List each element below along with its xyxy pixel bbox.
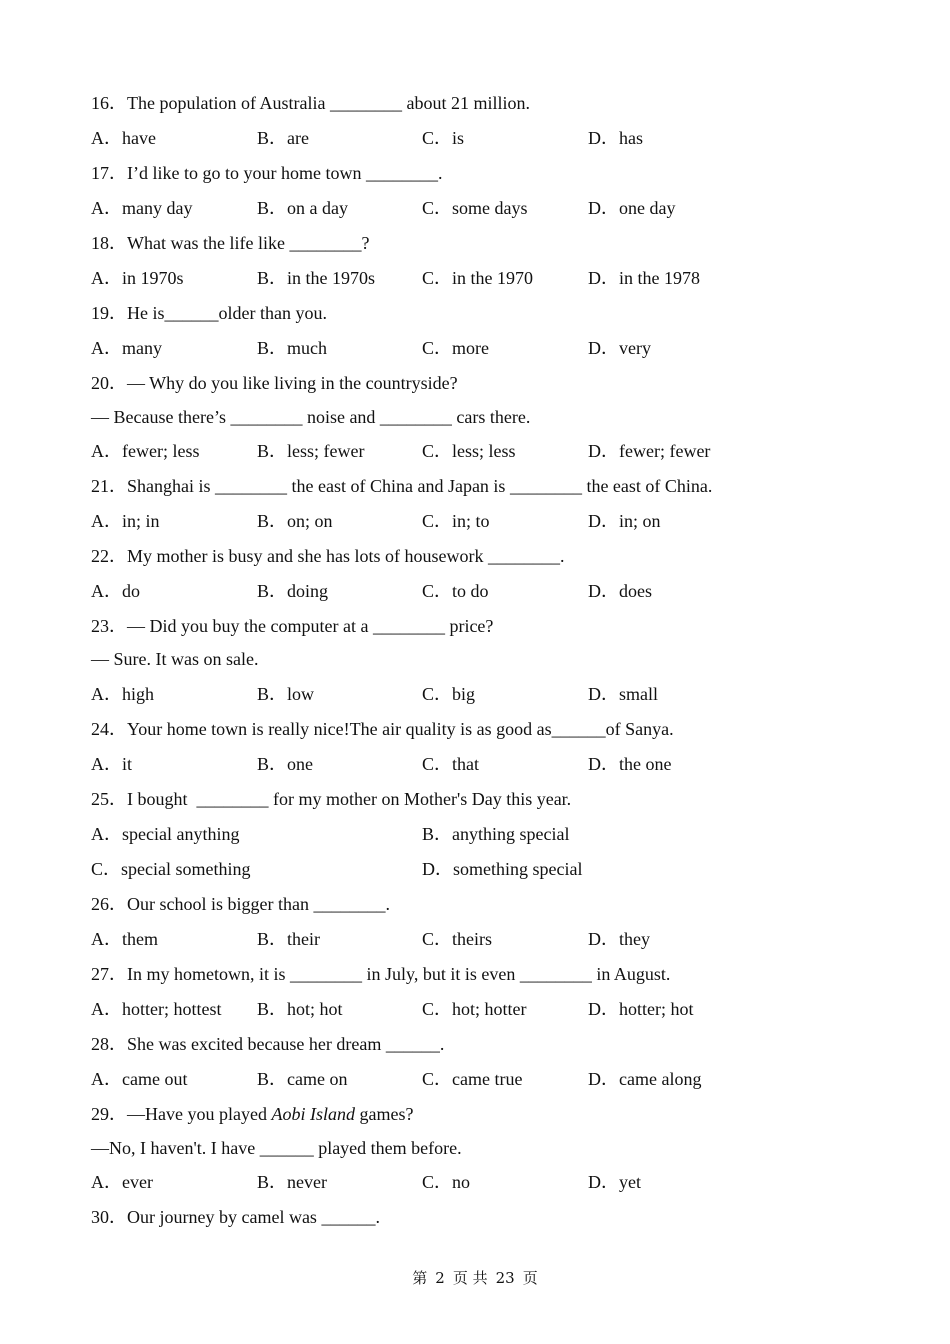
option-b: B．less; fewer xyxy=(257,441,365,461)
option-a: A．ever xyxy=(91,1172,153,1192)
option-d: D．something special xyxy=(422,859,583,879)
option-a: A．fewer; less xyxy=(91,441,200,461)
question-28: 28．She was excited because her dream ______. xyxy=(91,1034,445,1054)
option-d: D．small xyxy=(588,684,658,704)
option-b: B．low xyxy=(257,684,315,704)
option-a: A．many xyxy=(91,338,162,358)
option-a: A．them xyxy=(91,929,158,949)
question-20-reply: — Because there’s ________ noise and ________ cars there. xyxy=(91,407,531,427)
option-d: D．very xyxy=(588,338,651,358)
question-16: 16．The population of Australia ________ about 21 million. xyxy=(91,93,530,113)
question-29-reply: —No, I haven't. I have ______ played them before. xyxy=(91,1138,462,1158)
options-25-row-1 xyxy=(91,823,851,845)
options-17 xyxy=(91,197,851,219)
options-18 xyxy=(91,267,851,289)
options-22 xyxy=(91,580,851,602)
option-c: C．less; less xyxy=(422,441,516,461)
option-c: C．hot; hotter xyxy=(422,999,527,1019)
option-b: B．in the 1970s xyxy=(257,268,376,288)
page-number: 2 xyxy=(435,1269,445,1287)
option-c: C．in the 1970 xyxy=(422,268,533,288)
footer-middle: 页 共 xyxy=(452,1269,488,1287)
options-21 xyxy=(91,510,851,532)
options-16 xyxy=(91,127,851,149)
option-c: C．theirs xyxy=(422,929,492,949)
question-24: 24．Your home town is really nice!The air quality is as good as______of Sanya. xyxy=(91,719,674,739)
option-d: D．hotter; hot xyxy=(588,999,694,1019)
option-c: C．that xyxy=(422,754,479,774)
option-d: D．has xyxy=(588,128,643,148)
option-a: A．do xyxy=(91,581,140,601)
option-c: C．no xyxy=(422,1172,471,1192)
option-a: A．have xyxy=(91,128,156,148)
option-b: B．on; on xyxy=(257,511,333,531)
question-30: 30．Our journey by camel was ______. xyxy=(91,1207,380,1227)
option-d: D．does xyxy=(588,581,652,601)
option-c: C．came true xyxy=(422,1069,523,1089)
option-d: D．yet xyxy=(588,1172,641,1192)
option-d: D．they xyxy=(588,929,650,949)
page-footer xyxy=(0,1268,950,1288)
question-19: 19．He is______older than you. xyxy=(91,303,327,323)
option-d: D．came along xyxy=(588,1069,702,1089)
question-17: 17．I’d like to go to your home town ________. xyxy=(91,163,443,183)
footer-suffix: 页 xyxy=(522,1269,538,1287)
option-b: B．hot; hot xyxy=(257,999,343,1019)
total-pages: 23 xyxy=(495,1269,515,1287)
options-24 xyxy=(91,753,851,775)
question-26: 26．Our school is bigger than ________. xyxy=(91,894,390,914)
game-title: Aobi Island xyxy=(271,1104,355,1124)
option-a: A．hotter; hottest xyxy=(91,999,222,1019)
option-c: C．to do xyxy=(422,581,489,601)
option-a: A．it xyxy=(91,754,133,774)
question-27: 27．In my hometown, it is ________ in July, but it is even ________ in August. xyxy=(91,964,671,984)
option-d: D．in the 1978 xyxy=(588,268,700,288)
question-21: 21．Shanghai is ________ the east of China and Japan is ________ the east of China. xyxy=(91,476,713,496)
question-25: 25．I bought ________ for my mother on Mother's Day this year. xyxy=(91,789,572,809)
option-a: A．many day xyxy=(91,198,193,218)
option-d: D．fewer; fewer xyxy=(588,441,711,461)
options-26 xyxy=(91,928,851,950)
option-c: C．is xyxy=(422,128,465,148)
option-b: B．doing xyxy=(257,581,329,601)
option-b: B．their xyxy=(257,929,320,949)
option-d: D．one day xyxy=(588,198,676,218)
option-a: A．special anything xyxy=(91,824,240,844)
option-c: C．in; to xyxy=(422,511,490,531)
option-b: B．on a day xyxy=(257,198,348,218)
option-b: B．much xyxy=(257,338,327,358)
option-c: C．special something xyxy=(91,859,251,879)
question-18: 18．What was the life like ________? xyxy=(91,233,370,253)
options-28 xyxy=(91,1068,851,1090)
option-a: A．high xyxy=(91,684,154,704)
option-a: A．came out xyxy=(91,1069,188,1089)
option-c: C．some days xyxy=(422,198,528,218)
option-b: B．one xyxy=(257,754,313,774)
option-b: B．never xyxy=(257,1172,327,1192)
option-a: A．in 1970s xyxy=(91,268,184,288)
options-25-row-2 xyxy=(91,858,851,880)
option-c: C．big xyxy=(422,684,476,704)
option-b: B．came on xyxy=(257,1069,348,1089)
option-c: C．more xyxy=(422,338,489,358)
footer-prefix: 第 xyxy=(412,1269,428,1287)
option-d: D．in; on xyxy=(588,511,661,531)
question-23: 23．— Did you buy the computer at a ________ price? xyxy=(91,616,494,636)
options-23 xyxy=(91,683,851,705)
question-23-reply: — Sure. It was on sale. xyxy=(91,649,259,669)
options-27 xyxy=(91,998,851,1020)
question-20: 20．— Why do you like living in the countryside? xyxy=(91,373,458,393)
options-20 xyxy=(91,440,851,462)
options-29 xyxy=(91,1171,851,1193)
question-22: 22．My mother is busy and she has lots of housework ________. xyxy=(91,546,565,566)
question-29: 29．—Have you played Aobi Island games? xyxy=(91,1104,414,1124)
option-b: B．anything special xyxy=(422,824,570,844)
options-19 xyxy=(91,337,851,359)
option-a: A．in; in xyxy=(91,511,160,531)
option-d: D．the one xyxy=(588,754,672,774)
option-b: B．are xyxy=(257,128,309,148)
